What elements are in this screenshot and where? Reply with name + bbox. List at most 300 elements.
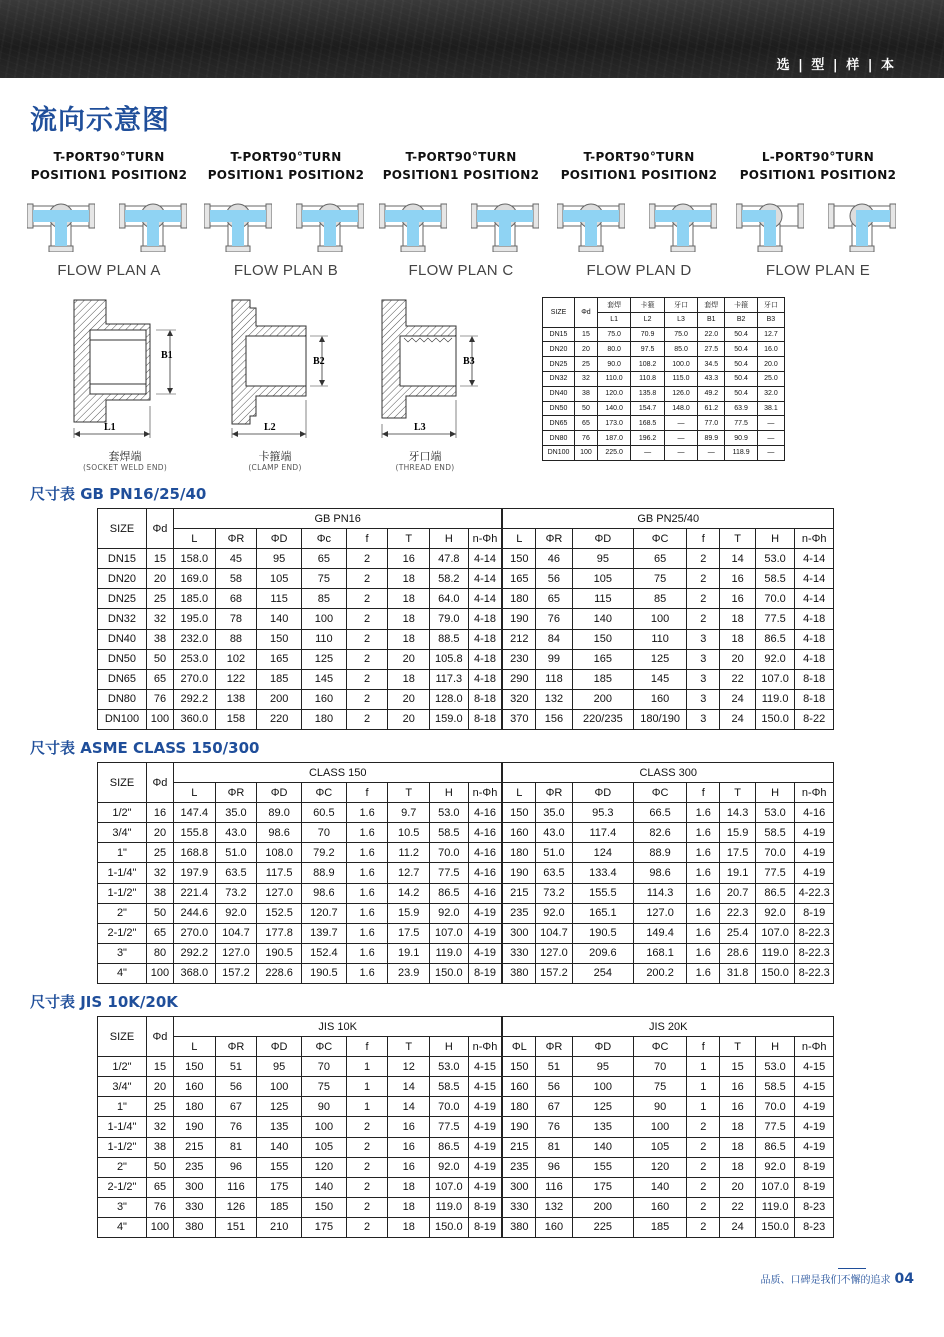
table-cell: 88.9 (634, 843, 687, 863)
table-cell: 120.7 (302, 903, 347, 923)
table-cell: 58.5 (430, 823, 469, 843)
table-cell: 102 (215, 649, 257, 669)
flow-plan-c (377, 148, 545, 279)
table-cell: 8-18 (795, 669, 834, 689)
table-cell: 38.1 (757, 401, 784, 416)
table-cell: 2 (346, 609, 388, 629)
header-size: SIZE (543, 298, 575, 328)
table-cell: 70 (302, 1057, 347, 1077)
table-cell: 16 (388, 1157, 430, 1177)
table-cell: 175 (257, 1177, 302, 1197)
table-cell: 20 (720, 649, 755, 669)
table-cell: 3 (687, 649, 720, 669)
table-cell: 200 (572, 689, 633, 709)
table-cell: 18 (388, 1177, 430, 1197)
table-jis (97, 1016, 834, 1238)
table-cell: 50.4 (725, 342, 758, 357)
table-cell: 38 (146, 883, 173, 903)
table-cell: 86.5 (430, 1137, 469, 1157)
table-cell: 3/4" (98, 823, 147, 843)
table-cell: 107.0 (755, 1177, 795, 1197)
table-cell: 107.0 (755, 923, 795, 943)
table-cell: 125 (572, 1097, 633, 1117)
table-cell: 86.5 (755, 629, 795, 649)
header-col: L2 (631, 312, 664, 327)
table-cell: 50.4 (725, 371, 758, 386)
header-col: ΦR (536, 529, 572, 549)
table-cell: 110.0 (597, 371, 630, 386)
header-col: ΦC (634, 783, 687, 803)
flow-plan-b (202, 148, 370, 279)
table-cell: 118.9 (725, 445, 758, 460)
table-cell: 15 (575, 327, 598, 342)
table-cell: 58 (215, 569, 257, 589)
svg-text:B1: B1 (161, 350, 173, 361)
table-cell: 35.0 (215, 803, 257, 823)
table-cell: 4-19 (468, 1137, 502, 1157)
table-row (98, 1057, 834, 1077)
table-cell: 120 (634, 1157, 687, 1177)
table-header-row (98, 1017, 834, 1037)
header-col: H (430, 529, 469, 549)
table-cell: 292.2 (173, 943, 215, 963)
valve-position-2 (119, 196, 187, 252)
table-cell: 15 (720, 1057, 755, 1077)
thread-drawing (360, 296, 490, 476)
table-cell: 145 (302, 669, 347, 689)
table-cell: 2" (98, 903, 147, 923)
table-cell: 140 (634, 1177, 687, 1197)
header-group-2: JIS 20K (502, 1017, 833, 1037)
table-cell: 150 (257, 629, 302, 649)
table-row (543, 386, 785, 401)
table-cell: 114.3 (634, 883, 687, 903)
table-row (98, 689, 834, 709)
table-cell: 235 (173, 1157, 215, 1177)
table-cell: 140 (302, 1177, 347, 1197)
header-group-1: GB PN16 (173, 509, 502, 529)
table-cell: 2 (346, 1217, 388, 1237)
table-cell: DN32 (543, 371, 575, 386)
table-cell: 75 (302, 1077, 347, 1097)
table-cell: 18 (388, 1217, 430, 1237)
table-cell: 65 (146, 669, 173, 689)
table-cell: 50.4 (725, 357, 758, 372)
table-cell: 9.7 (388, 803, 430, 823)
table-cell: 18 (720, 629, 755, 649)
table-cell: 1.6 (687, 863, 720, 883)
table-cell: 1.6 (346, 903, 388, 923)
table-cell: 127.0 (634, 903, 687, 923)
table-cell: 180/190 (634, 709, 687, 729)
table-cell: 155.5 (572, 883, 633, 903)
table-cell: 110 (634, 629, 687, 649)
table-cell: 230 (502, 649, 535, 669)
table-cell: 100 (146, 1217, 173, 1237)
table-cell: 73.2 (215, 883, 257, 903)
table-cell: 4-18 (468, 609, 502, 629)
table-cell: 330 (502, 943, 535, 963)
table-cell: 1 (687, 1077, 720, 1097)
svg-text:B2: B2 (313, 356, 325, 367)
header-col: ΦC (302, 783, 347, 803)
table-cell: 92.0 (755, 903, 795, 923)
table-cell: 68 (215, 589, 257, 609)
table-cell: 119.0 (430, 1197, 469, 1217)
header-size: SIZE (98, 509, 147, 549)
table-cell: 1.6 (687, 963, 720, 983)
table-cell: 2 (346, 1137, 388, 1157)
header-group-2: GB PN25/40 (502, 509, 833, 529)
header-col: T (388, 783, 430, 803)
table-cell: 20.7 (720, 883, 755, 903)
flow-plan-heading: T-PORT90°TURN (230, 150, 342, 164)
table-cell: 235 (502, 1157, 535, 1177)
header-banner (0, 0, 944, 78)
table-cell: 79.2 (302, 843, 347, 863)
table-cell: 88 (215, 629, 257, 649)
header-col: f (346, 529, 388, 549)
table-cell: 32.0 (757, 386, 784, 401)
table-cell: 380 (173, 1217, 215, 1237)
table-cell: 58.5 (755, 823, 795, 843)
table-row (98, 1157, 834, 1177)
table-cell: 133.4 (572, 863, 633, 883)
table-cell: 196.2 (631, 431, 664, 446)
table-cell: 90 (302, 1097, 347, 1117)
flow-plan-caption: FLOW PLAN C (408, 262, 514, 279)
table-cell: 15.9 (388, 903, 430, 923)
table-cell: 320 (502, 689, 535, 709)
table-row (98, 669, 834, 689)
header-col: ΦL (502, 1037, 535, 1057)
table-cell: 8-23 (795, 1197, 834, 1217)
table-cell: 77.5 (755, 609, 795, 629)
header-size: SIZE (98, 1017, 147, 1057)
table-cell: 135 (257, 1117, 302, 1137)
header-col: T (388, 1037, 430, 1057)
table-cell: 225.0 (597, 445, 630, 460)
table-cell: 2 (687, 1197, 720, 1217)
table-cell: 107.0 (430, 1177, 469, 1197)
table-cell: 4-18 (795, 629, 834, 649)
table-cell: 4-16 (795, 803, 834, 823)
table-cell: 108.2 (631, 357, 664, 372)
table-cell: 20 (146, 569, 173, 589)
table-cell: 100 (302, 609, 347, 629)
table-cell: 18 (388, 609, 430, 629)
table-cell: 8-22.3 (795, 943, 834, 963)
table-row (98, 1077, 834, 1097)
table-cell: 165 (572, 649, 633, 669)
socket-weld-section-icon (60, 296, 190, 446)
table-cell: 190 (502, 863, 535, 883)
table-cell: 15.9 (720, 823, 755, 843)
header-col: H (755, 783, 795, 803)
table-cell: 34.5 (698, 357, 725, 372)
table-cell: 253.0 (173, 649, 215, 669)
table-cell: 86.5 (755, 883, 795, 903)
header-col: n-Φh (795, 529, 834, 549)
table-cell: 158.0 (173, 549, 215, 569)
table-cell: 4-19 (468, 1117, 502, 1137)
header-group-2: CLASS 300 (502, 763, 833, 783)
svg-text:L1: L1 (104, 422, 116, 433)
socket-weld-cn: 套焊端 (108, 450, 142, 463)
table-cell: 254 (572, 963, 633, 983)
table-cell: 132 (536, 1197, 572, 1217)
table-cell: 18 (720, 1157, 755, 1177)
table-cell: 95 (257, 549, 302, 569)
table-cell: 32 (146, 863, 173, 883)
header-col: f (346, 783, 388, 803)
table-header-row (98, 783, 834, 803)
table-cell: 18 (720, 1137, 755, 1157)
table-cell: 20 (146, 1077, 173, 1097)
header-phi: Φd (146, 509, 173, 549)
header-group: 套焊 (597, 298, 630, 313)
table-cell: 100 (634, 609, 687, 629)
table-row (98, 903, 834, 923)
table-cell: 8-19 (795, 1177, 834, 1197)
table-cell: 76 (146, 689, 173, 709)
page-title: 流向示意图 (30, 105, 170, 136)
table-cell: 2 (346, 1117, 388, 1137)
table-cell: 8-23 (795, 1217, 834, 1237)
table-cell: 70.0 (755, 843, 795, 863)
table-cell: 8-22.3 (795, 923, 834, 943)
table-cell: 27.5 (698, 342, 725, 357)
table-cell: 96 (215, 1157, 257, 1177)
table-cell: 300 (502, 1177, 535, 1197)
table-cell: 105.8 (430, 649, 469, 669)
table-row (98, 649, 834, 669)
table-cell: — (757, 416, 784, 431)
table-row (98, 923, 834, 943)
table-cell: 81 (215, 1137, 257, 1157)
table-cell: 150.0 (430, 963, 469, 983)
table-cell: 2 (687, 1137, 720, 1157)
table-cell: 135 (572, 1117, 633, 1137)
table-cell: 197.9 (173, 863, 215, 883)
valve-position-2 (828, 196, 896, 252)
header-col: H (430, 783, 469, 803)
table-cell: 86.5 (755, 1137, 795, 1157)
table-cell: 124 (572, 843, 633, 863)
table-cell: 1-1/2" (98, 883, 147, 903)
table-cell: 65 (634, 549, 687, 569)
table-cell: 19.1 (388, 943, 430, 963)
table-row (98, 549, 834, 569)
table-cell: 115 (572, 589, 633, 609)
table-cell: 185 (572, 669, 633, 689)
table-cell: 25 (146, 843, 173, 863)
table-cell: 53.0 (755, 803, 795, 823)
table-cell: 220 (257, 709, 302, 729)
table-cell: 98.6 (302, 883, 347, 903)
table-cell: 100 (572, 1077, 633, 1097)
table-cell: 135.8 (631, 386, 664, 401)
table-row (98, 1117, 834, 1137)
table-cell: 185 (634, 1217, 687, 1237)
table-cell: 128.0 (430, 689, 469, 709)
table-cell: 105 (634, 1137, 687, 1157)
table-cell: DN50 (543, 401, 575, 416)
table-header-row (543, 298, 785, 313)
table-cell: 80.0 (597, 342, 630, 357)
header-tag: 选 | 型 | 样 | 本 (776, 58, 896, 73)
table-cell: 89.9 (698, 431, 725, 446)
table-cell: 24 (720, 709, 755, 729)
table-cell: 2 (687, 1117, 720, 1137)
valve-position-1 (379, 196, 447, 252)
header-col: f (687, 783, 720, 803)
table-cell: 140.0 (597, 401, 630, 416)
table-cell: 18 (720, 609, 755, 629)
table-asme (97, 762, 834, 984)
valve-flow-icon (379, 196, 447, 252)
header-col: Φc (302, 529, 347, 549)
table-row (98, 863, 834, 883)
table-cell: 1 (346, 1057, 388, 1077)
table-cell: DN80 (543, 431, 575, 446)
table-cell: 75.0 (664, 327, 697, 342)
table-cell: 370 (502, 709, 535, 729)
table-cell: 1.6 (687, 823, 720, 843)
table-cell: 2 (346, 649, 388, 669)
table-cell: 105 (257, 569, 302, 589)
table-cell: 66.5 (634, 803, 687, 823)
table-cell: 132 (536, 689, 572, 709)
valve-position-1 (736, 196, 804, 252)
table-cell: — (664, 416, 697, 431)
footer (761, 1271, 914, 1287)
table-row (98, 943, 834, 963)
table-cell: 18 (388, 1197, 430, 1217)
table-row (543, 342, 785, 357)
table-cell: 80 (146, 943, 173, 963)
header-group: 套焊 (698, 298, 725, 313)
table-cell: 125 (634, 649, 687, 669)
table-cell: 157.2 (536, 963, 572, 983)
table-row (98, 963, 834, 983)
table-cell: 67 (215, 1097, 257, 1117)
table-cell: 148.0 (664, 401, 697, 416)
header-col: ΦR (215, 529, 257, 549)
table-cell: 1.6 (687, 943, 720, 963)
header-col: H (430, 1037, 469, 1057)
header-group-1: JIS 10K (173, 1017, 502, 1037)
table-cell: DN15 (98, 549, 147, 569)
table-cell: 2 (346, 569, 388, 589)
table-cell: 1.6 (687, 883, 720, 903)
flow-plan-valves (555, 196, 723, 252)
table-cell: 50 (146, 649, 173, 669)
table-cell: 368.0 (173, 963, 215, 983)
table-cell: 140 (257, 1137, 302, 1157)
table-cell: 1 (687, 1057, 720, 1077)
table-cell: 290 (502, 669, 535, 689)
table-cell: 4-19 (468, 1097, 502, 1117)
table-cell: 20 (388, 649, 430, 669)
table-cell: 16 (388, 1137, 430, 1157)
table-cell: 17.5 (388, 923, 430, 943)
socket-weld-en: (SOCKET WELD END) (82, 463, 168, 472)
header-col: ΦD (257, 529, 302, 549)
end-drawings (60, 296, 480, 476)
header-col: B3 (757, 312, 784, 327)
table-cell: 185 (257, 669, 302, 689)
valve-position-2 (296, 196, 364, 252)
header-col: ΦD (257, 783, 302, 803)
table-cell: 70.0 (430, 1097, 469, 1117)
socket-weld-drawing (60, 296, 190, 476)
table-cell: 67 (536, 1097, 572, 1117)
svg-text:L2: L2 (264, 422, 276, 433)
table-cell: 185 (257, 1197, 302, 1217)
table-cell: 190 (502, 609, 535, 629)
table-cell: 84 (536, 629, 572, 649)
table-cell: 126.0 (664, 386, 697, 401)
table-cell: 165 (502, 569, 535, 589)
table-cell: 75 (302, 569, 347, 589)
table-row (543, 327, 785, 342)
table-cell: 95.3 (572, 803, 633, 823)
table-cell: 73.2 (536, 883, 572, 903)
table-cell: DN100 (543, 445, 575, 460)
table-cell: 140 (257, 609, 302, 629)
table-cell: 200 (572, 1197, 633, 1217)
table-cell: 92.0 (430, 903, 469, 923)
table-cell: 2-1/2" (98, 923, 147, 943)
table-cell: 56 (215, 1077, 257, 1097)
table-heading-gb: 尺寸表 GB PN16/25/40 (30, 485, 207, 503)
table-cell: 175 (572, 1177, 633, 1197)
table-cell: 4-18 (468, 649, 502, 669)
table-cell: DN40 (98, 629, 147, 649)
table-cell: 4-16 (468, 883, 502, 903)
table-cell: 2 (346, 1197, 388, 1217)
table-cell: 76 (536, 1117, 572, 1137)
table-cell: 147.4 (173, 803, 215, 823)
header-col: L3 (664, 312, 697, 327)
header-col: ΦC (634, 529, 687, 549)
table-cell: 56 (536, 569, 572, 589)
table-gb (97, 508, 834, 730)
table-cell: 50.4 (725, 386, 758, 401)
table-cell: 22 (720, 669, 755, 689)
flow-plan-positions: POSITION1 POSITION2 (30, 168, 188, 182)
table-cell: 150 (502, 1057, 535, 1077)
table-cell: 92.0 (755, 1157, 795, 1177)
table-cell: 75.0 (597, 327, 630, 342)
table-cell: DN32 (98, 609, 147, 629)
table-cell: 1-1/4" (98, 1117, 147, 1137)
table-cell: 4-14 (795, 549, 834, 569)
header-col: n-Φh (795, 783, 834, 803)
table-cell: 160 (536, 1217, 572, 1237)
table-header-row (98, 529, 834, 549)
table-cell: 58.2 (430, 569, 469, 589)
page-number: 04 (894, 1271, 914, 1287)
table-cell: 4" (98, 1217, 147, 1237)
table-cell: 149.4 (634, 923, 687, 943)
table-cell: 4-22.3 (795, 883, 834, 903)
table-cell: 127.0 (215, 943, 257, 963)
table-cell: 88.9 (302, 863, 347, 883)
table-cell: 1/2" (98, 1057, 147, 1077)
clamp-en: (CLAMP END) (248, 463, 302, 472)
